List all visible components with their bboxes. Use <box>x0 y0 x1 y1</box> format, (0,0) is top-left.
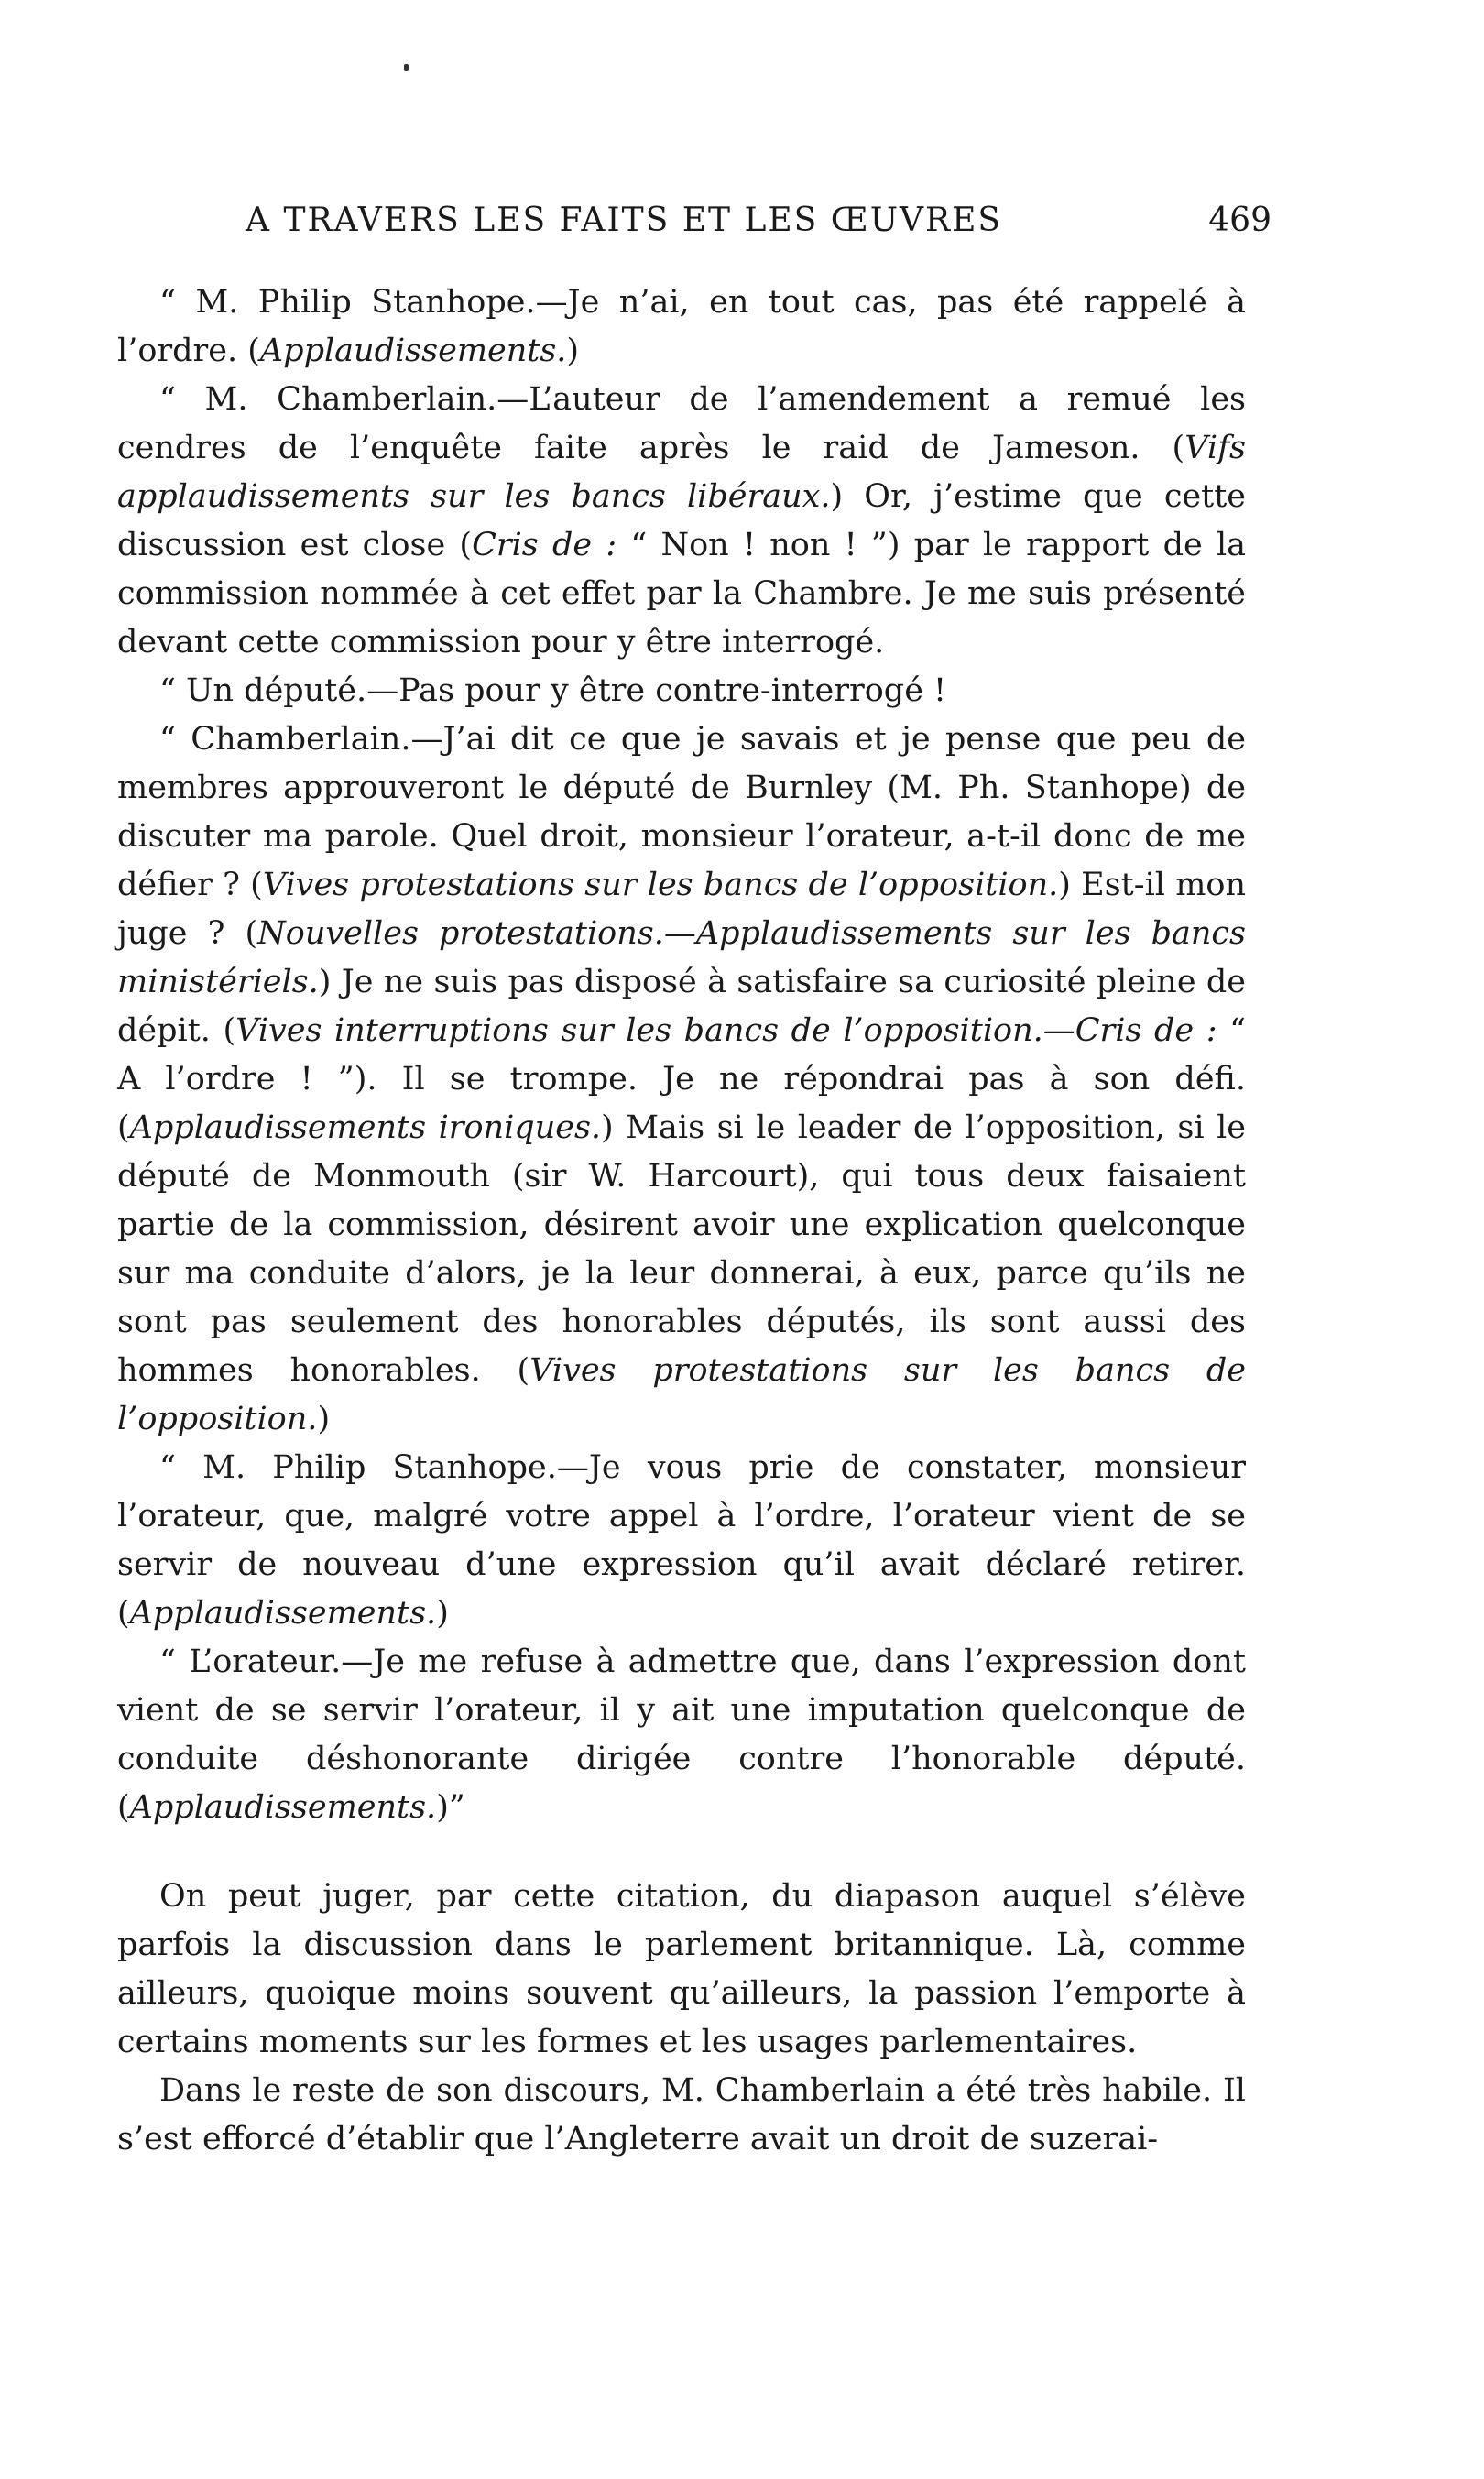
text-run: ) Or, j’estime que cette discussion est close ( <box>117 478 1246 563</box>
quoted-paragraph <box>117 1444 1246 1638</box>
text-run: On peut juger, par cette citation, du diapason auquel s’élève parfois la discussion dans le parlement britannique. Là, comme ailleurs, quoique moins souvent qu’ailleurs, la passion l’emporte à certains moments sur les formes et les usages parlementaires. <box>117 1878 1246 2060</box>
quoted-paragraph <box>117 278 1246 376</box>
text-run: ) <box>566 333 580 369</box>
quoted-paragraph <box>117 376 1246 667</box>
page-body <box>117 278 1246 2164</box>
text-run: ) <box>317 1401 331 1437</box>
body-paragraph <box>117 1873 1246 2067</box>
italic-text: Vifs applaudissements sur les bancs libéraux. <box>117 430 1246 515</box>
text-run: ) <box>436 1595 449 1632</box>
page-number: 469 <box>1208 202 1271 239</box>
italic-text: Applaudissements ironiques. <box>129 1109 602 1146</box>
quoted-paragraph <box>117 667 1246 715</box>
text-run: “ A l’ordre ! ”). Il se trompe. Je ne répondrai pas à son défi. ( <box>117 1012 1246 1146</box>
print-speck <box>404 64 409 71</box>
text-run: “ L’orateur.—Je me refuse à admettre que, dans l’expression dont vient de se servir l’orateur, il y ait une imputation quelconque de conduite déshonorante dirigée contre l’honorable député. ( <box>117 1644 1246 1826</box>
text-run: “ Un député.—Pas pour y être contre-interrogé ! <box>159 672 947 709</box>
text-run: ) Mais si le leader de l’opposition, si le député de Monmouth (sir W. Harcourt), qui tous deux faisaient partie de la commission, désirent avoir une explication quelconque sur ma conduite d’alors, je la leur donnerai, à eux, parce qu’ils ne sont pas seulement des honorables députés, ils sont aussi des hommes honorables. ( <box>117 1109 1246 1389</box>
quoted-paragraph <box>117 1638 1246 1832</box>
text-run: “ Non ! non ! ”) par le rapport de la commission nommée à cet effet par la Chambre. Je me suis présenté devant cette commission pour y être interrogé. <box>117 527 1247 661</box>
text-run: “ M. Chamberlain.—L’auteur de l’amendement a remué les cendres de l’enquête faite après le raid de Jameson. ( <box>117 381 1246 466</box>
text-run: “ Chamberlain.—J’ai dit ce que je savais et je pense que peu de membres approuveront le député de Burnley (M. Ph. Stanhope) de discuter ma parole. Quel droit, monsieur l’orateur, a-t-il donc de me défier ? ( <box>117 721 1246 903</box>
italic-text: Applaudissements. <box>259 333 567 369</box>
text-run: )” <box>436 1789 465 1826</box>
italic-text: Cris de : <box>472 527 617 563</box>
italic-text: Vives protestations sur les bancs de l’opposition. <box>262 867 1059 903</box>
text-run: “ M. Philip Stanhope.—Je n’ai, en tout cas, pas été rappelé à l’ordre. ( <box>117 284 1246 369</box>
italic-text: Nouvelles protestations.—Applaudissements sur les bancs ministériels. <box>117 915 1246 1000</box>
body-paragraph <box>117 2067 1246 2164</box>
page-header <box>117 202 1271 249</box>
italic-text: Applaudissements. <box>129 1789 437 1826</box>
text-run: “ M. Philip Stanhope.—Je vous prie de constater, monsieur l’orateur, que, malgré votre appel à l’ordre, l’orateur vient de se servir de nouveau d’une expression qu’il avait déclaré retirer. ( <box>117 1449 1246 1632</box>
quoted-paragraph <box>117 715 1246 1444</box>
text-run: Dans le reste de son discours, M. Chamberlain a été très habile. Il s’est efforcé d’établir que l’Angleterre avait un droit de suzerai- <box>117 2072 1246 2157</box>
text-run: ) Je ne suis pas disposé à satisfaire sa curiosité pleine de dépit. ( <box>117 964 1246 1049</box>
italic-text: Applaudissements. <box>129 1595 437 1632</box>
text-run: ) Est-il mon juge ? ( <box>117 867 1247 952</box>
running-title: A TRAVERS LES FAITS ET LES ŒUVRES <box>246 202 1003 239</box>
italic-text: Vives protestations sur les bancs de l’opposition. <box>117 1352 1246 1437</box>
italic-text: Vives interruptions sur les bancs de l’opposition.—Cris de : <box>235 1012 1217 1049</box>
